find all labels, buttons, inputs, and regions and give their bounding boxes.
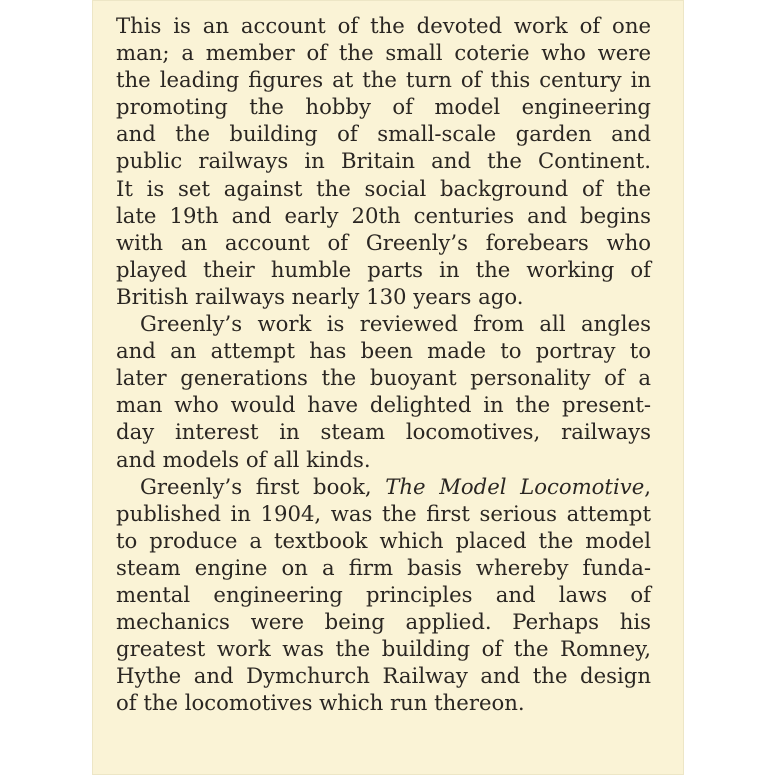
text-line: and the building of small-scale garden and xyxy=(116,121,651,147)
text-segment: Greenly’s first book, xyxy=(140,473,386,499)
text-line: public railways in Britain and the Continent. xyxy=(116,148,651,174)
text-line: man who would have delighted in the present- xyxy=(116,392,651,418)
text-line: later generations the buoyant personality of a xyxy=(116,365,651,391)
text-segment: , xyxy=(644,473,651,499)
text-line: British railways nearly 130 years ago. xyxy=(116,283,524,309)
text-line-with-title xyxy=(116,473,651,500)
text-line: man; a member of the small coterie who were xyxy=(116,40,651,66)
text-line: published in 1904, was the first serious attempt xyxy=(116,500,651,526)
text-line: Hythe and Dymchurch Railway and the design xyxy=(116,663,651,689)
text-line: steam engine on a firm basis whereby funda- xyxy=(116,554,651,580)
text-line: mechanics were being applied. Perhaps his xyxy=(116,609,651,635)
text-line: greatest work was the building of the Romney, xyxy=(116,636,651,662)
text-line: late 19th and early 20th centuries and begins xyxy=(116,202,651,228)
text-line: played their humble parts in the working of xyxy=(116,256,651,282)
book-title: The Model Locomotive xyxy=(385,473,645,499)
paragraph-1 xyxy=(116,12,651,310)
book-page xyxy=(92,0,684,775)
book-blurb-text xyxy=(116,12,651,716)
text-line: day interest in steam locomotives, railways xyxy=(116,419,651,445)
text-line: and an attempt has been made to portray to xyxy=(116,338,651,364)
text-line: Greenly’s work is reviewed from all angles xyxy=(140,311,651,337)
text-line: mental engineering principles and laws of xyxy=(116,581,651,607)
text-line: It is set against the social background of the xyxy=(116,175,651,201)
text-line: to produce a textbook which placed the model xyxy=(116,527,651,553)
paragraph-2 xyxy=(116,310,651,473)
text-line: the leading figures at the turn of this century in xyxy=(116,67,651,93)
text-line: and models of all kinds. xyxy=(116,446,371,472)
paragraph-3 xyxy=(116,473,651,717)
text-line: promoting the hobby of model engineering xyxy=(116,94,651,120)
text-line: of the locomotives which run thereon. xyxy=(116,690,525,716)
text-line: This is an account of the devoted work of one xyxy=(116,13,651,38)
text-line: with an account of Greenly’s forebears who xyxy=(116,229,651,255)
